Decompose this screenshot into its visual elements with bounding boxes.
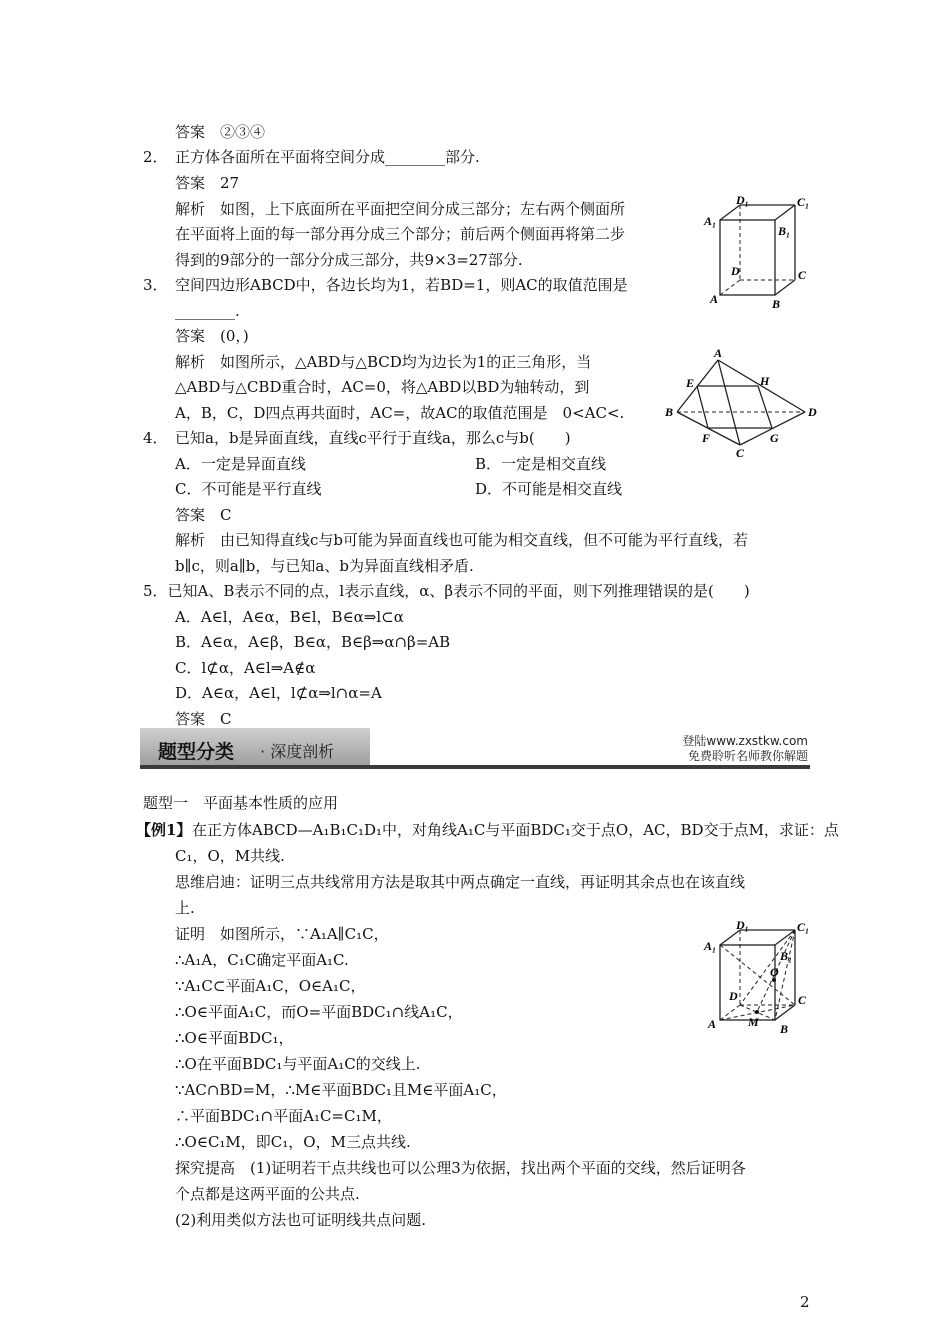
analysis-3-line3: A，B，C，D四点再共面时，AC=，故AC的取值范围是 0<AC<. <box>175 404 625 422</box>
label-a: A <box>710 292 719 306</box>
banner-subtitle: · 深度剖析 <box>260 742 335 761</box>
label-a1: A₁ <box>704 214 717 228</box>
label-c: C <box>798 993 807 1007</box>
analysis-2-line1: 解析 如图，上下底面所在平面把空间分成三部分；左右两个侧面所 <box>175 200 626 218</box>
proof-line9: ∴O∈C₁M，即C₁，O，M三点共线. <box>175 1133 411 1151</box>
label-c1: C₁ <box>797 920 810 934</box>
label-a: A <box>708 1017 717 1031</box>
option-4c: C．不可能是平行直线 <box>175 480 322 498</box>
question-4: 已知a，b是异面直线，直线c平行于直线a，那么c与b( ) <box>175 429 571 447</box>
thinking-line2: 上. <box>175 899 195 917</box>
label-e: E <box>686 376 695 390</box>
answer-3: 答案 (0，) <box>175 327 249 345</box>
answer-2: 答案 27 <box>175 174 240 192</box>
answer-5: 答案 C <box>175 710 232 728</box>
figure-cube-1 <box>700 195 820 315</box>
question-number: 4． <box>143 429 168 447</box>
label-b1: B₁ <box>780 949 793 963</box>
banner-title: 题型分类 <box>158 741 235 763</box>
option-5d: D．A∈α，A∈l，l⊄α⇒l∩α=A <box>175 684 382 702</box>
answer-4: 答案 C <box>175 506 232 524</box>
page-number: 2 <box>800 1293 810 1311</box>
analysis-2-line2: 在平面将上面的每一部分再分成三个部分；前后两个侧面再将第二步 <box>175 225 626 243</box>
option-4d: D．不可能是相交直线 <box>475 480 623 498</box>
question-3-blank: ________. <box>175 302 240 320</box>
label-b: B <box>772 297 781 311</box>
label-h: H <box>760 374 770 388</box>
banner-rule <box>140 765 810 769</box>
extension-line2: 个点都是这两平面的公共点. <box>175 1185 360 1203</box>
label-f: F <box>702 431 711 445</box>
question-3: 空间四边形ABCD中，各边长均为1，若BD=1，则AC的取值范围是 <box>175 276 628 294</box>
option-5c: C．l⊄α，A∈l⇒A∉α <box>175 659 316 677</box>
extension-line3: (2)利用类似方法也可证明线共点问题. <box>175 1211 427 1229</box>
example-1-cont: C₁，O，M共线. <box>175 847 285 865</box>
label-g: G <box>770 431 779 445</box>
banner-site: 登陆www.zxstkw.com <box>682 734 808 748</box>
analysis-2-line3: 得到的9部分的一部分分成三部分，共9×3=27部分. <box>175 251 523 269</box>
proof-line2: ∴A₁A，C₁C确定平面A₁C. <box>175 951 349 969</box>
example-1: 在正方体ABCD—A₁B₁C₁D₁中，对角线A₁C与平面BDC₁交于点O，AC，BD交于点M，求证：点 <box>192 821 839 839</box>
proof-line1: 证明 如图所示，∵A₁A∥C₁C， <box>175 925 389 943</box>
proof-line8: ∴平面BDC₁∩平面A₁C=C₁M， <box>175 1107 392 1125</box>
question-5: 5．已知A、B表示不同的点，l表示直线，α、β表示不同的平面，则下列推理错误的是( ) <box>143 582 750 600</box>
analysis-4-line1: 解析 由已知得直线c与b可能为异面直线也可能为相交直线，但不可能为平行直线，若 <box>175 531 749 549</box>
proof-line5: ∴O∈平面BDC₁， <box>175 1029 294 1047</box>
label-b: B <box>665 405 674 419</box>
section-banner <box>140 728 810 770</box>
proof-line4: ∴O∈平面A₁C，而O=平面BDC₁∩线A₁C， <box>175 1003 463 1021</box>
option-5b: B．A∈α，A∈β，B∈α，B∈β⇒α∩β=AB <box>175 633 451 651</box>
option-4a: A．一定是异面直线 <box>175 455 306 473</box>
label-d: D <box>731 264 740 278</box>
label-d: D <box>729 989 738 1003</box>
option-5a: A．A∈l，A∈α，B∈l，B∈α⇒l⊂α <box>175 608 404 626</box>
thinking-line1: 思维启迪：证明三点共线常用方法是取其中两点确定一直线，再证明其余点也在该直线 <box>175 873 746 891</box>
question-number: 2． <box>143 148 168 166</box>
answer-1: 答案 ②③④ <box>175 123 266 141</box>
analysis-3-line1: 解析 如图所示，△ABD与△BCD均为边长为1的正三角形，当 <box>175 353 592 371</box>
label-d: D <box>808 405 817 419</box>
topic-heading: 题型一 平面基本性质的应用 <box>143 794 339 812</box>
figure-quadrilateral <box>660 345 820 460</box>
proof-line6: ∴O在平面BDC₁与平面A₁C的交线上. <box>175 1055 421 1073</box>
analysis-3-line2: △ABD与△CBD重合时，AC=0，将△ABD以BD为轴转动，到 <box>175 378 590 396</box>
label-o: O <box>770 965 779 979</box>
banner-slogan: 免费聆听名师教你解题 <box>687 749 808 763</box>
figure-cube-2 <box>700 920 820 1040</box>
label-a1: A₁ <box>704 939 717 953</box>
proof-line7: ∵AC∩BD=M，∴M∈平面BDC₁且M∈平面A₁C， <box>175 1081 507 1099</box>
label-d1: D₁ <box>736 195 749 207</box>
analysis-4-line2: b∥c，则a∥b，与已知a、b为异面直线相矛盾. <box>175 557 474 575</box>
extension-line1: 探究提高 (1)证明若干点共线也可以公理3为依据，找出两个平面的交线，然后证明各 <box>175 1159 746 1177</box>
example-tag: 【例1】 <box>136 821 192 839</box>
label-b: B <box>780 1022 789 1036</box>
question-number: 3． <box>143 276 168 294</box>
option-4b: B．一定是相交直线 <box>475 455 607 473</box>
label-a: A <box>714 346 723 360</box>
proof-line3: ∵A₁C⊂平面A₁C，O∈A₁C， <box>175 977 366 995</box>
question-2: 正方体各面所在平面将空间分成________部分. <box>175 148 480 166</box>
label-b1: B₁ <box>778 224 791 238</box>
label-m: M <box>748 1015 759 1029</box>
label-c1: C₁ <box>797 195 810 209</box>
label-c: C <box>736 446 745 460</box>
label-c: C <box>798 268 807 282</box>
label-d1: D₁ <box>736 920 749 932</box>
